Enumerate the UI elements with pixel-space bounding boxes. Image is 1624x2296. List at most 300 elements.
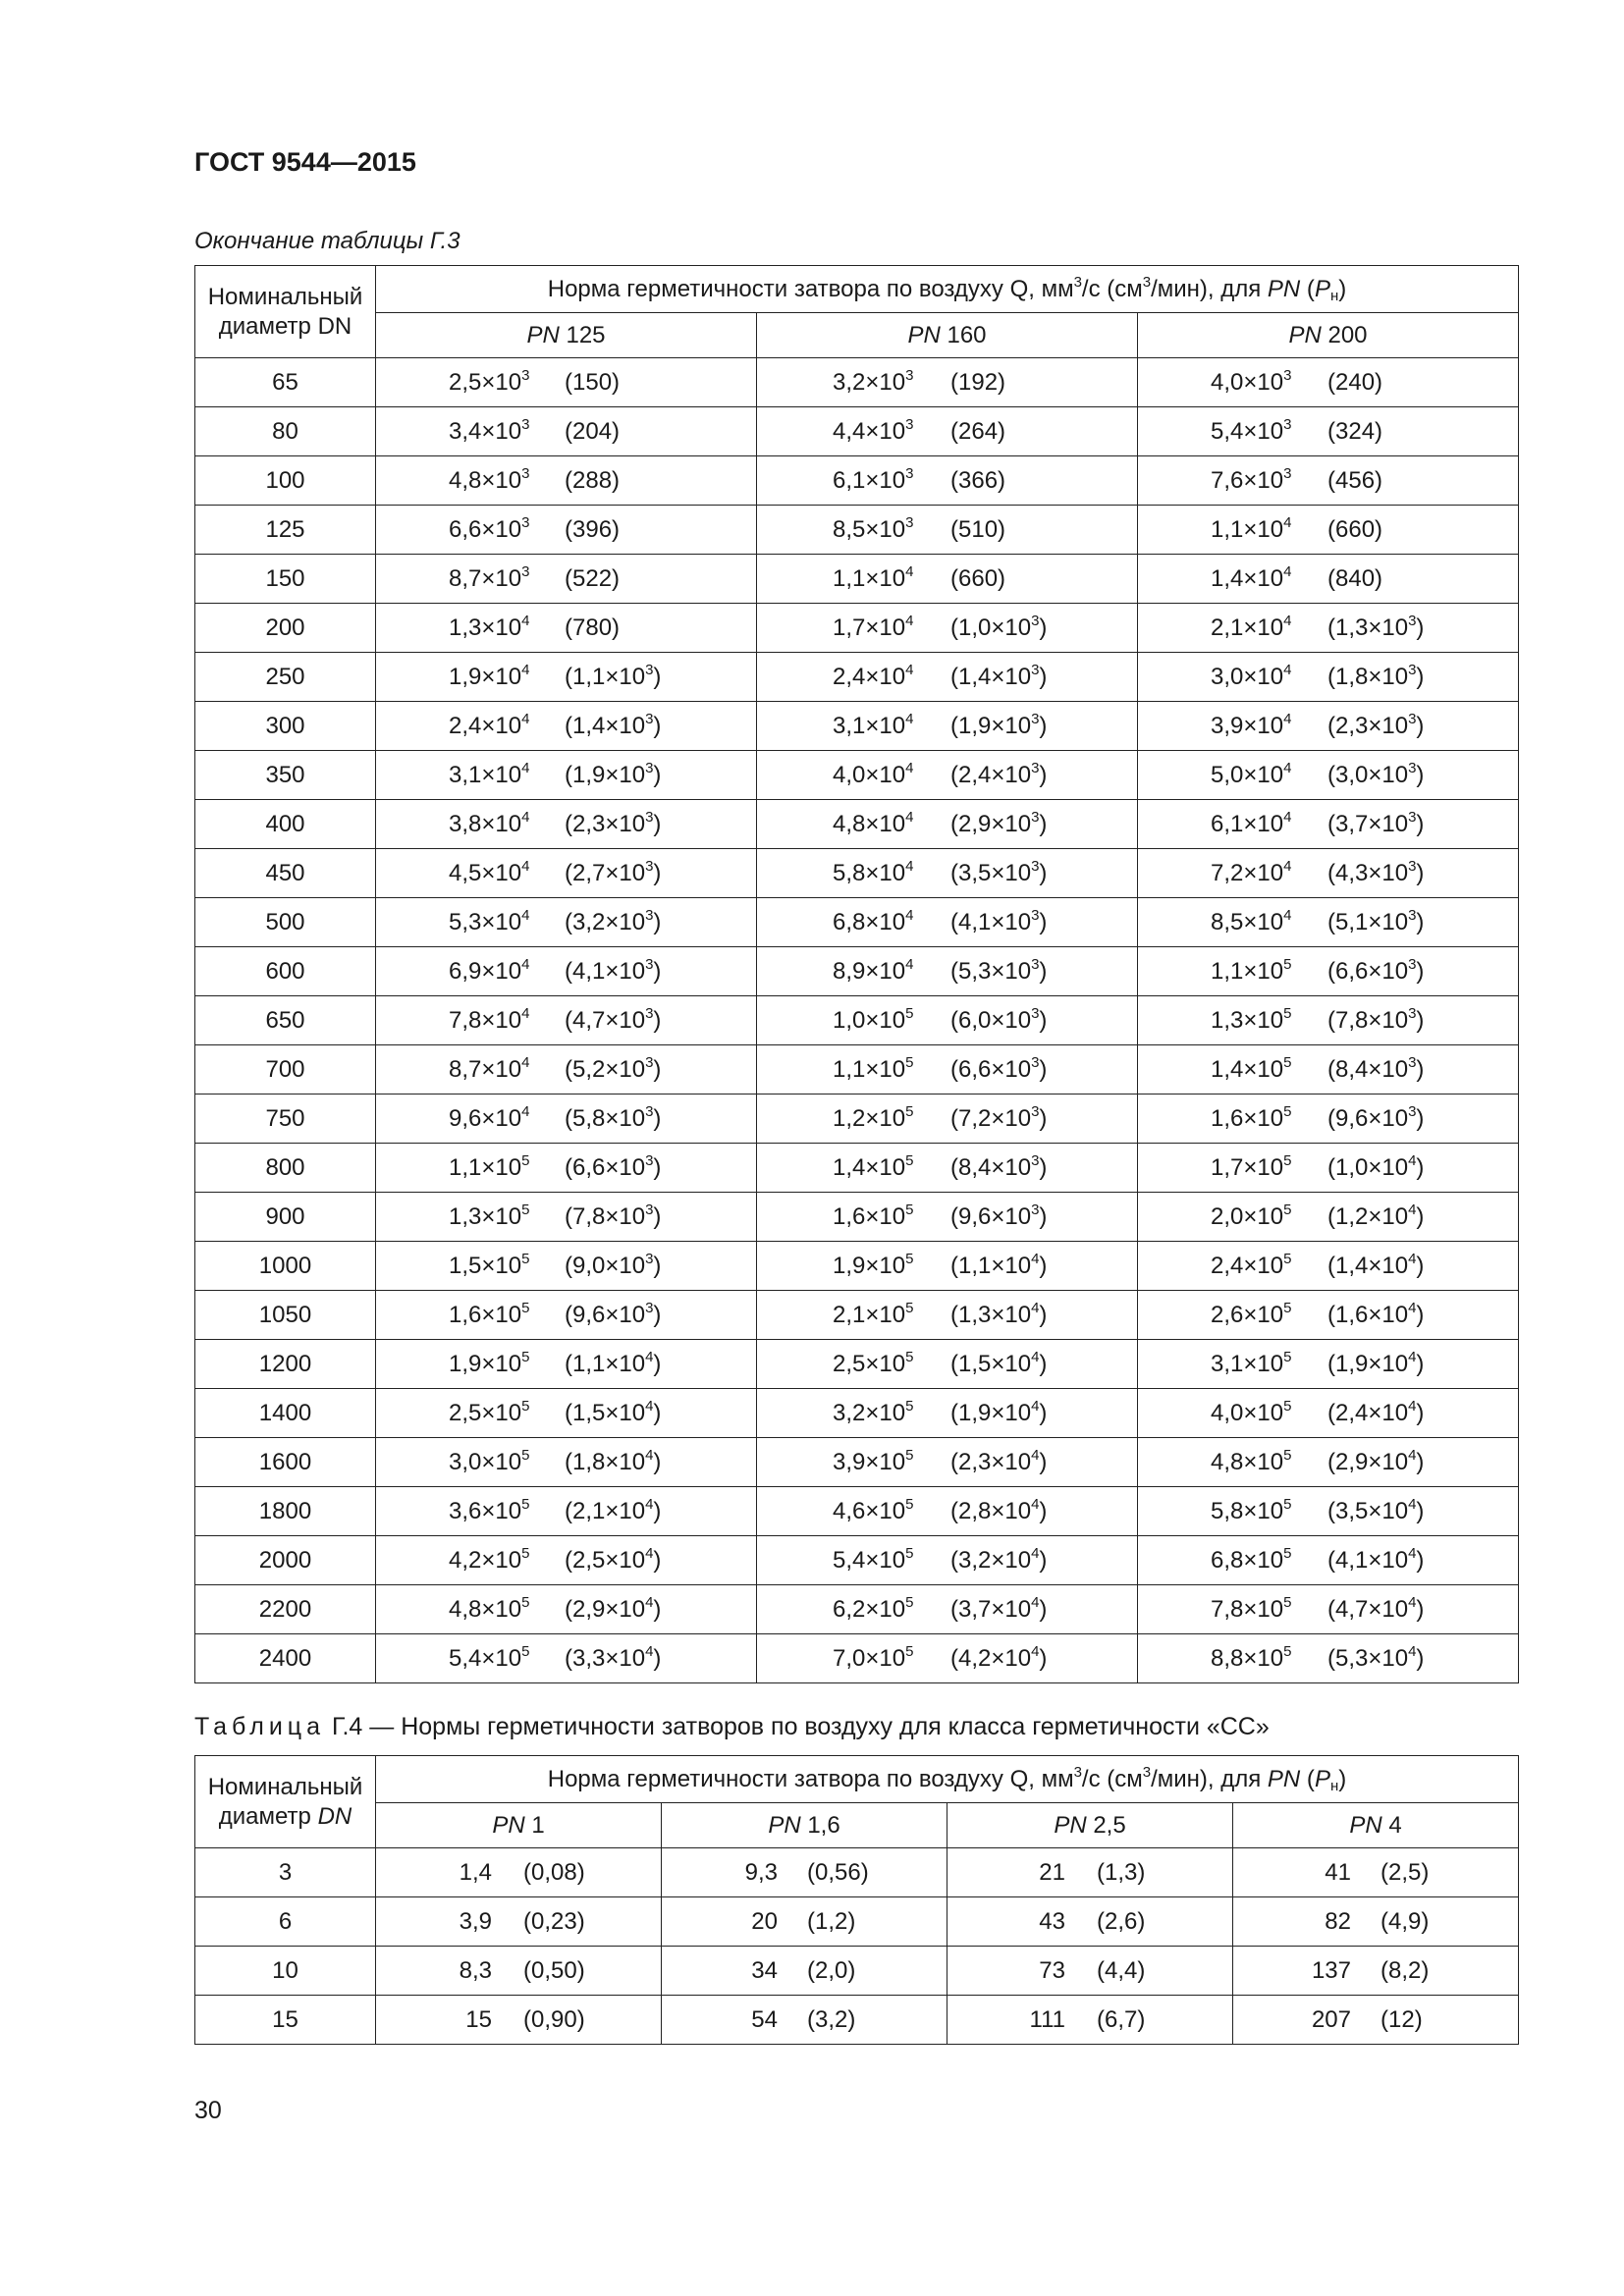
value-cell <box>1138 947 1519 996</box>
mm3-per-s-value <box>449 1397 530 1427</box>
dn-cell: 500 <box>195 898 376 947</box>
paren-exponent: 3 <box>645 661 654 678</box>
exponent: 5 <box>1283 955 1292 973</box>
exponent: 3 <box>521 366 530 384</box>
paren-exponent: 4 <box>1408 1299 1417 1316</box>
cm3-per-min-value <box>1327 1593 1425 1624</box>
paren-exponent: 3 <box>645 808 654 826</box>
value-cell <box>376 506 757 555</box>
paren-exponent: 3 <box>1408 955 1417 973</box>
paren-exponent: 4 <box>1031 1446 1040 1464</box>
mantissa: 1,1×10 <box>1211 515 1284 543</box>
mantissa: 5,3×10 <box>449 908 522 935</box>
mantissa: 3,8×10 <box>449 810 522 837</box>
mm3-per-s-value <box>449 1593 530 1624</box>
paren-exponent: 4 <box>645 1495 654 1513</box>
exponent: 5 <box>1283 1250 1292 1267</box>
cm3-per-min-value <box>565 516 620 544</box>
paren-value: (1,0×10 <box>950 614 1032 641</box>
dn-cell: 80 <box>195 407 376 456</box>
cm3-per-min-value <box>1327 808 1425 838</box>
mantissa: 5,4×10 <box>449 1644 522 1672</box>
mm3-per-s-value: 15 <box>465 2005 492 2033</box>
paren-value: (288) <box>565 466 621 494</box>
table-row <box>195 1897 1519 1947</box>
mm3-per-s-value: 43 <box>1039 1907 1065 1935</box>
value-cell <box>376 1045 757 1095</box>
paren-exponent: 4 <box>1031 1348 1040 1365</box>
paren-value: (1,3×10 <box>1327 614 1409 641</box>
column-header-pn: PN 125 <box>376 313 757 358</box>
value-cell <box>757 800 1138 849</box>
paren-close: ) <box>653 1399 662 1426</box>
mm3-per-s-value <box>1211 1299 1292 1329</box>
value-cell <box>1138 1045 1519 1095</box>
table-row <box>195 1996 1519 2045</box>
table-row <box>195 849 1519 898</box>
mantissa: 1,1×10 <box>833 564 906 592</box>
dn-cell: 450 <box>195 849 376 898</box>
paren-close: ) <box>653 1301 662 1328</box>
value-cell <box>376 456 757 506</box>
mm3-per-s-value <box>833 1004 914 1035</box>
paren-close: ) <box>1039 1252 1048 1279</box>
exponent: 4 <box>521 759 530 776</box>
value-cell <box>376 1996 662 2045</box>
exponent: 4 <box>905 661 914 678</box>
cm3-per-min-value <box>950 1250 1048 1280</box>
exponent: 3 <box>1283 366 1292 384</box>
table-row <box>195 1242 1519 1291</box>
mantissa: 2,1×10 <box>1211 614 1284 641</box>
paren-value: (6,6×10 <box>1327 957 1409 985</box>
dn-cell: 2000 <box>195 1536 376 1585</box>
cm3-per-min-value: (2,6) <box>1097 1907 1146 1935</box>
mantissa: 2,0×10 <box>1211 1202 1284 1230</box>
mm3-per-s-value <box>1211 1446 1292 1476</box>
cm3-per-min-value <box>1327 418 1382 446</box>
value-cell <box>1138 1438 1519 1487</box>
paren-close: ) <box>1416 908 1425 935</box>
exponent: 5 <box>1283 1201 1292 1218</box>
value-cell <box>757 1144 1138 1193</box>
paren-value: (150) <box>565 368 621 396</box>
value-cell <box>1138 456 1519 506</box>
paren-value: (1,8×10 <box>565 1448 646 1475</box>
cm3-per-min-value <box>1327 369 1382 397</box>
mm3-per-s-value: 137 <box>1311 1956 1351 1984</box>
paren-value: (2,4×10 <box>950 761 1032 788</box>
mantissa: 3,2×10 <box>833 368 906 396</box>
paren-value: (2,3×10 <box>1327 712 1409 739</box>
paren-exponent: 3 <box>1408 1004 1417 1022</box>
paren-close: ) <box>1039 1644 1048 1672</box>
paren-exponent: 3 <box>1408 661 1417 678</box>
paren-exponent: 4 <box>1408 1250 1417 1267</box>
mantissa: 8,5×10 <box>833 515 906 543</box>
table-row <box>195 1947 1519 1996</box>
cm3-per-min-value <box>950 565 1005 593</box>
mantissa: 3,1×10 <box>449 761 522 788</box>
mm3-per-s-value <box>449 857 530 887</box>
paren-close: ) <box>1039 1497 1048 1524</box>
mantissa: 3,1×10 <box>833 712 906 739</box>
cm3-per-min-value <box>950 857 1048 887</box>
paren-value: (7,8×10 <box>565 1202 646 1230</box>
mantissa: 1,6×10 <box>833 1202 906 1230</box>
paren-close: ) <box>1416 712 1425 739</box>
mm3-per-s-value <box>449 614 529 642</box>
paren-close: ) <box>1416 663 1425 690</box>
paren-value: (1,1×10 <box>565 663 646 690</box>
cm3-per-min-value: (2,5) <box>1380 1858 1430 1886</box>
column-header-pn: PN 160 <box>757 313 1138 358</box>
paren-value: (240) <box>1327 368 1383 396</box>
mm3-per-s-value <box>1211 513 1292 544</box>
paren-close: ) <box>1416 1202 1425 1230</box>
cm3-per-min-value: (6,7) <box>1097 2005 1146 2033</box>
mm3-per-s-value <box>1211 614 1291 642</box>
mantissa: 1,4×10 <box>833 1153 906 1181</box>
paren-close: ) <box>1039 1055 1048 1083</box>
paren-close: ) <box>653 1546 662 1574</box>
table-row <box>195 1438 1519 1487</box>
exponent: 5 <box>521 1593 530 1611</box>
paren-value: (3,5×10 <box>1327 1497 1409 1524</box>
paren-close: ) <box>1416 1399 1425 1426</box>
cm3-per-min-value <box>1327 467 1382 495</box>
paren-close: ) <box>1416 1497 1425 1524</box>
paren-value: (324) <box>1327 417 1383 445</box>
cm3-per-min-value: (0,56) <box>807 1858 869 1886</box>
mantissa: 4,8×10 <box>449 1595 522 1623</box>
cm3-per-min-value: (0,50) <box>523 1956 585 1984</box>
dn-cell: 250 <box>195 653 376 702</box>
value-cell <box>757 604 1138 653</box>
cm3-per-min-value <box>565 614 620 642</box>
cm3-per-min-value: (2,0) <box>807 1956 856 1984</box>
value-cell <box>1138 1144 1519 1193</box>
paren-close: ) <box>1039 1202 1048 1230</box>
mm3-per-s-value <box>833 614 913 642</box>
paren-exponent: 3 <box>1408 1102 1417 1120</box>
cm3-per-min-value <box>950 1397 1048 1427</box>
mm3-per-s-value <box>1211 1593 1292 1624</box>
cm3-per-min-value <box>1327 661 1425 691</box>
exponent: 5 <box>905 1495 914 1513</box>
table-row <box>195 1144 1519 1193</box>
value-cell <box>757 1242 1138 1291</box>
cm3-per-min-value <box>565 759 662 789</box>
value-cell <box>1138 1193 1519 1242</box>
value-cell <box>757 1045 1138 1095</box>
mm3-per-s-value <box>449 1203 529 1231</box>
mantissa: 9,6×10 <box>449 1104 522 1132</box>
mm3-per-s-value <box>449 1544 530 1575</box>
mm3-per-s-value <box>833 1250 914 1280</box>
dn-cell: 900 <box>195 1193 376 1242</box>
paren-value: (7,8×10 <box>1327 1006 1409 1034</box>
mantissa: 3,0×10 <box>449 1448 522 1475</box>
paren-exponent: 4 <box>1408 1446 1417 1464</box>
cm3-per-min-value: (3,2) <box>807 2005 856 2033</box>
paren-value: (3,2×10 <box>565 908 646 935</box>
cm3-per-min-value <box>565 1151 662 1182</box>
value-cell <box>757 653 1138 702</box>
paren-exponent: 3 <box>1031 759 1040 776</box>
exponent: 3 <box>1283 415 1292 433</box>
paren-value: (1,2×10 <box>1327 1202 1409 1230</box>
cm3-per-min-value <box>565 1397 662 1427</box>
value-cell <box>376 996 757 1045</box>
value-cell <box>757 555 1138 604</box>
dn-cell: 350 <box>195 751 376 800</box>
dn-cell: 150 <box>195 555 376 604</box>
paren-value: (366) <box>950 466 1006 494</box>
paren-value: (1,9×10 <box>950 712 1032 739</box>
mm3-per-s-value <box>449 1495 530 1525</box>
value-cell <box>376 702 757 751</box>
value-cell <box>947 1848 1233 1897</box>
table-row <box>195 1634 1519 1683</box>
mm3-per-s-value: 20 <box>751 1907 778 1935</box>
mm3-per-s-value <box>449 366 530 397</box>
paren-close: ) <box>1039 1006 1048 1034</box>
paren-exponent: 4 <box>1031 1397 1040 1415</box>
paren-value: (2,3×10 <box>565 810 646 837</box>
paren-exponent: 3 <box>1031 1004 1040 1022</box>
value-cell <box>1138 898 1519 947</box>
cm3-per-min-value <box>1327 1250 1425 1280</box>
table-row <box>195 898 1519 947</box>
value-cell <box>757 506 1138 555</box>
column-header-pn: PN 200 <box>1138 313 1519 358</box>
paren-value: (456) <box>1327 466 1383 494</box>
mm3-per-s-value <box>1211 415 1292 446</box>
mm3-per-s-value <box>449 464 530 495</box>
value-cell <box>1138 1095 1519 1144</box>
cm3-per-min-value <box>1327 1004 1425 1035</box>
mantissa: 6,1×10 <box>1211 810 1284 837</box>
mm3-per-s-value <box>833 955 914 986</box>
paren-close: ) <box>1039 1546 1048 1574</box>
dn-cell: 1000 <box>195 1242 376 1291</box>
value-cell <box>757 1487 1138 1536</box>
paren-close: ) <box>653 1104 662 1132</box>
exponent: 5 <box>905 1446 914 1464</box>
exponent: 5 <box>905 1102 914 1120</box>
value-cell <box>757 1634 1138 1683</box>
cm3-per-min-value <box>950 1102 1048 1133</box>
value-cell <box>757 407 1138 456</box>
paren-exponent: 3 <box>1031 857 1040 875</box>
paren-value: (1,1×10 <box>950 1252 1032 1279</box>
dn-cell: 1200 <box>195 1340 376 1389</box>
value-cell <box>1138 358 1519 407</box>
cm3-per-min-value <box>950 1642 1048 1673</box>
mm3-per-s-value <box>1211 1544 1292 1575</box>
paren-value: (192) <box>950 368 1006 396</box>
mm3-per-s-value <box>833 661 914 691</box>
cm3-per-min-value <box>950 1004 1048 1035</box>
value-cell <box>662 1996 947 2045</box>
exponent: 3 <box>1283 464 1292 482</box>
paren-exponent: 3 <box>645 759 654 776</box>
mm3-per-s-value: 82 <box>1325 1907 1351 1935</box>
paren-close: ) <box>1416 1595 1425 1623</box>
paren-close: ) <box>653 1006 662 1034</box>
cm3-per-min-value: (1,2) <box>807 1907 856 1935</box>
mantissa: 6,2×10 <box>833 1595 906 1623</box>
paren-exponent: 4 <box>1408 1397 1417 1415</box>
mm3-per-s-value <box>1211 661 1292 691</box>
mm3-per-s-value <box>1211 1004 1292 1035</box>
value-cell <box>376 1634 757 1683</box>
exponent: 4 <box>1283 710 1292 727</box>
paren-exponent: 4 <box>1031 1642 1040 1660</box>
paren-value: (9,6×10 <box>950 1202 1032 1230</box>
paren-exponent: 3 <box>1408 808 1417 826</box>
exponent: 3 <box>521 464 530 482</box>
mm3-per-s-value <box>1211 710 1292 740</box>
cm3-per-min-value <box>1327 955 1425 986</box>
mantissa: 2,1×10 <box>833 1301 906 1328</box>
paren-close: ) <box>1416 1153 1425 1181</box>
mantissa: 6,6×10 <box>449 515 522 543</box>
mm3-per-s-value <box>449 808 530 838</box>
value-cell <box>376 1095 757 1144</box>
mantissa: 2,5×10 <box>449 368 522 396</box>
cm3-per-min-value <box>565 1348 662 1378</box>
value-cell <box>376 751 757 800</box>
paren-close: ) <box>1416 1006 1425 1034</box>
cm3-per-min-value <box>1327 857 1425 887</box>
cm3-per-min-value <box>950 906 1048 936</box>
value-cell <box>1138 407 1519 456</box>
mm3-per-s-value <box>833 710 914 740</box>
mantissa: 3,2×10 <box>833 1399 906 1426</box>
dn-cell: 1050 <box>195 1291 376 1340</box>
cm3-per-min-value <box>565 1004 662 1035</box>
paren-value: (7,2×10 <box>950 1104 1032 1132</box>
cm3-per-min-value <box>1327 1495 1425 1525</box>
value-cell <box>376 1340 757 1389</box>
exponent: 3 <box>905 513 914 531</box>
mm3-per-s-value: 8,3 <box>459 1956 492 1984</box>
table-row <box>195 1045 1519 1095</box>
paren-close: ) <box>1039 908 1048 935</box>
mm3-per-s-value <box>1211 906 1292 936</box>
value-cell <box>947 1947 1233 1996</box>
exponent: 4 <box>905 612 914 629</box>
cm3-per-min-value <box>950 808 1048 838</box>
table-row <box>195 358 1519 407</box>
dn-cell: 600 <box>195 947 376 996</box>
exponent: 3 <box>905 464 914 482</box>
mantissa: 1,9×10 <box>833 1252 906 1279</box>
paren-close: ) <box>1416 957 1425 985</box>
value-cell <box>757 996 1138 1045</box>
cm3-per-min-value <box>950 759 1048 789</box>
mm3-per-s-value <box>449 759 530 789</box>
mm3-per-s-value <box>833 808 914 838</box>
value-cell <box>947 1996 1233 2045</box>
paren-exponent: 3 <box>1031 661 1040 678</box>
cm3-per-min-value <box>565 1250 662 1280</box>
exponent: 4 <box>1283 906 1292 924</box>
paren-value: (1,6×10 <box>1327 1301 1409 1328</box>
exponent: 5 <box>521 1397 530 1415</box>
exponent: 4 <box>905 562 914 580</box>
mm3-per-s-value <box>1211 1053 1292 1084</box>
cm3-per-min-value <box>1327 1642 1425 1673</box>
paren-exponent: 4 <box>1031 1299 1040 1316</box>
table-row <box>195 947 1519 996</box>
mantissa: 7,8×10 <box>1211 1595 1284 1623</box>
mm3-per-s-value <box>833 1299 914 1329</box>
mantissa: 1,6×10 <box>1211 1104 1284 1132</box>
paren-value: (204) <box>565 417 621 445</box>
paren-value: (9,0×10 <box>565 1252 646 1279</box>
mm3-per-s-value <box>833 1495 914 1525</box>
mantissa: 2,6×10 <box>1211 1301 1284 1328</box>
table-row <box>195 1291 1519 1340</box>
mm3-per-s-value <box>1211 759 1292 789</box>
mm3-per-s-value <box>1211 1250 1292 1280</box>
value-cell <box>757 1095 1138 1144</box>
cm3-per-min-value <box>950 1053 1048 1084</box>
mantissa: 7,6×10 <box>1211 466 1284 494</box>
table-row <box>195 1848 1519 1897</box>
paren-close: ) <box>1039 1399 1048 1426</box>
mantissa: 4,5×10 <box>449 859 522 886</box>
paren-exponent: 3 <box>645 1250 654 1267</box>
paren-exponent: 3 <box>1031 1201 1040 1218</box>
value-cell <box>376 1193 757 1242</box>
exponent: 4 <box>521 906 530 924</box>
paren-value: (4,1×10 <box>1327 1546 1409 1574</box>
mm3-per-s-value: 111 <box>1029 2005 1065 2033</box>
value-cell <box>376 1585 757 1634</box>
cm3-per-min-value: (12) <box>1380 2005 1423 2033</box>
mantissa: 1,1×10 <box>449 1153 522 1181</box>
exponent: 5 <box>905 1348 914 1365</box>
exponent: 5 <box>1283 1102 1292 1120</box>
value-cell <box>757 1340 1138 1389</box>
paren-close: ) <box>653 908 662 935</box>
table-row <box>195 1340 1519 1389</box>
table-row <box>195 653 1519 702</box>
paren-value: (4,1×10 <box>565 957 646 985</box>
cm3-per-min-value <box>950 467 1005 495</box>
value-cell <box>376 1242 757 1291</box>
mantissa: 1,3×10 <box>449 1202 522 1230</box>
cm3-per-min-value <box>950 1203 1047 1231</box>
exponent: 4 <box>521 1053 530 1071</box>
exponent: 4 <box>521 1102 530 1120</box>
table-row <box>195 1193 1519 1242</box>
exponent: 5 <box>905 1299 914 1316</box>
value-cell <box>376 653 757 702</box>
mantissa: 1,0×10 <box>833 1006 906 1034</box>
paren-exponent: 4 <box>1408 1495 1417 1513</box>
exponent: 5 <box>521 1299 530 1316</box>
paren-close: ) <box>653 1448 662 1475</box>
paren-close: ) <box>653 761 662 788</box>
exponent: 4 <box>521 710 530 727</box>
paren-close: ) <box>653 663 662 690</box>
mantissa: 1,4×10 <box>1211 564 1284 592</box>
